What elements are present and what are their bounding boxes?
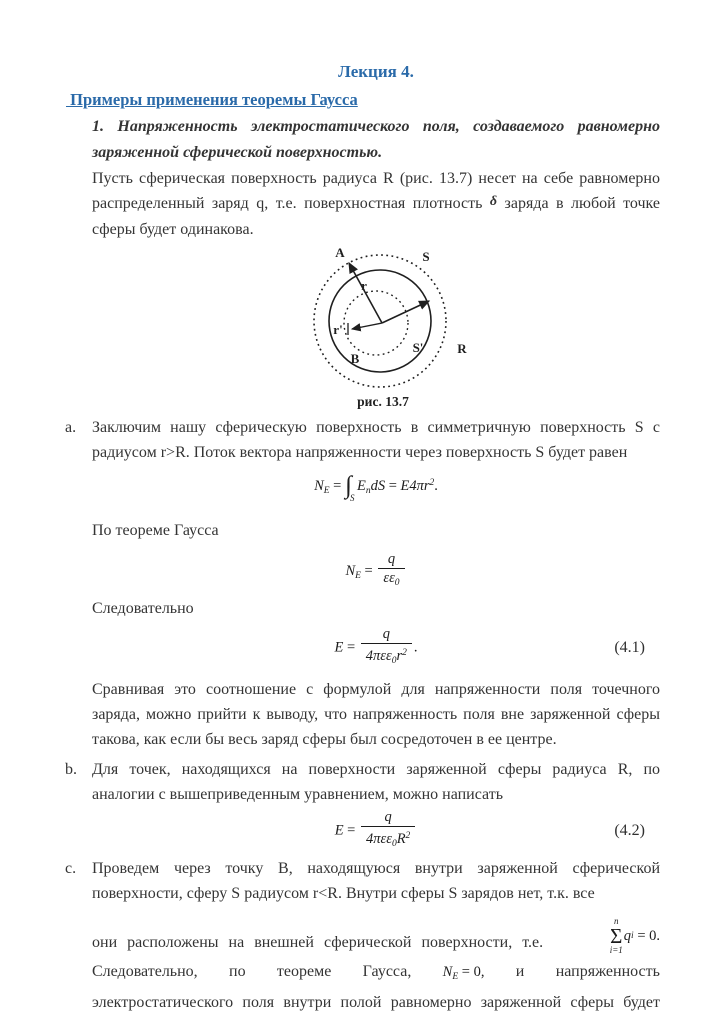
intro-text-after: заряда в любой точке сферы будет одинакова. bbox=[92, 195, 661, 238]
comparison-paragraph: Сравнивая это соотношение с формулой для напряженности поля точечного заряда, можно прийти к выводу, что напряженность поля вне заряженной сферы такова, как если бы весь заряд сферы был сосредоточен в ее центре. bbox=[92, 681, 660, 748]
delta-symbol: δ bbox=[489, 194, 498, 209]
list-marker-b: b. bbox=[65, 761, 77, 778]
word: теореме bbox=[276, 963, 332, 980]
document-body bbox=[65, 114, 661, 1015]
list-item-c bbox=[65, 856, 660, 1015]
word: Гаусса, bbox=[362, 963, 412, 980]
sum-line-text: они расположены на внешней сферической поверхности, т.е. bbox=[92, 934, 544, 951]
item-c-justified-line bbox=[92, 959, 660, 990]
equation-4-1: E = $\frac{q}{4\pi\varepsilon\varepsilon_0r^2}$ . (4.1) bbox=[92, 628, 660, 668]
item-c-sum-line bbox=[92, 914, 660, 955]
equation-flux-zero: $N_E = 0$, bbox=[442, 964, 485, 982]
figure-13-7 bbox=[258, 245, 508, 410]
gauss-theorem-label: По теореме Гаусса bbox=[92, 522, 219, 539]
label-surface-S: S bbox=[422, 249, 430, 264]
equation-number-4-1: (4.1) bbox=[614, 639, 645, 656]
word: напряженность bbox=[555, 963, 660, 980]
item-c-text: Проведем через точку В, находящуюся внутри заряженной сферической поверхности, сферу S радиусом r<R. Внутри сферы S зарядов нет, т.к. все bbox=[92, 860, 660, 902]
radius-r-prime-arrow bbox=[352, 323, 382, 329]
intro-paragraph bbox=[92, 166, 660, 242]
label-point-A: A bbox=[335, 245, 345, 260]
integral-icon: ∫ bbox=[344, 472, 352, 499]
inner-dotted-circle-S-prime bbox=[344, 291, 408, 355]
sigma-icon: Σ bbox=[610, 924, 623, 948]
equation-flux: $N_E$ = ∫ S $E_ndS = E4\pi r^2$. bbox=[314, 472, 438, 503]
label-radius-R: R bbox=[457, 341, 467, 356]
sphere-diagram bbox=[258, 245, 508, 393]
topic-heading: 1. Напряженность электростатического поля, создаваемого равномерно заряженной сферической поверхностью. bbox=[92, 118, 660, 161]
word: по bbox=[229, 963, 246, 980]
radius-R-arrow bbox=[382, 301, 429, 323]
label-surface-S-prime: S' bbox=[412, 340, 424, 355]
equation-gauss-theorem: $N_E$ = $\frac{q}{\varepsilon\varepsilon_0}$ bbox=[92, 552, 660, 590]
list-marker-c: c. bbox=[65, 860, 77, 877]
equation-number-4-2: (4.2) bbox=[614, 822, 645, 839]
label-point-B: B bbox=[350, 351, 360, 366]
item-b-text: Для точек, находящихся на поверхности заряженной сферы радиуса R, по аналогии с вышеприведенным уравнением, можно написать bbox=[92, 761, 660, 803]
word: и bbox=[515, 963, 525, 980]
item-a-text: Заключим нашу сферическую поверхность в симметричную поверхность S с радиусом r>R. Поток вектора напряженности через поверхность S будет равен bbox=[92, 419, 660, 461]
word: Следовательно, bbox=[92, 963, 198, 980]
list-marker-a: a. bbox=[65, 419, 77, 436]
lecture-title: Лекция 4. bbox=[338, 62, 414, 81]
list-item-a bbox=[65, 415, 660, 465]
label-radius-r-prime: r' bbox=[333, 322, 343, 337]
section-heading: Примеры применения теоремы Гаусса bbox=[66, 90, 358, 109]
figure-caption: рис. 13.7 bbox=[357, 394, 409, 409]
intro-text-before: Пусть сферическая поверхность радиуса R (рис. 13.7) несет на себе равномерно распределенный заряд q, т.е. поверхностная плотность bbox=[92, 170, 660, 212]
item-c-last-line: электростатического поля внутри полой равномерно заряженной сферы будет bbox=[92, 994, 660, 1011]
equation-4-2: E = $\frac{q}{4\pi\varepsilon\varepsilon_0R^2}$ (4.2) bbox=[92, 811, 660, 851]
hence-label: Следовательно bbox=[92, 600, 194, 617]
label-radius-r: r bbox=[361, 278, 367, 293]
list-item-b bbox=[65, 757, 660, 807]
equation-sum-charges: n Σ i=1 q i = 0. bbox=[609, 916, 660, 955]
